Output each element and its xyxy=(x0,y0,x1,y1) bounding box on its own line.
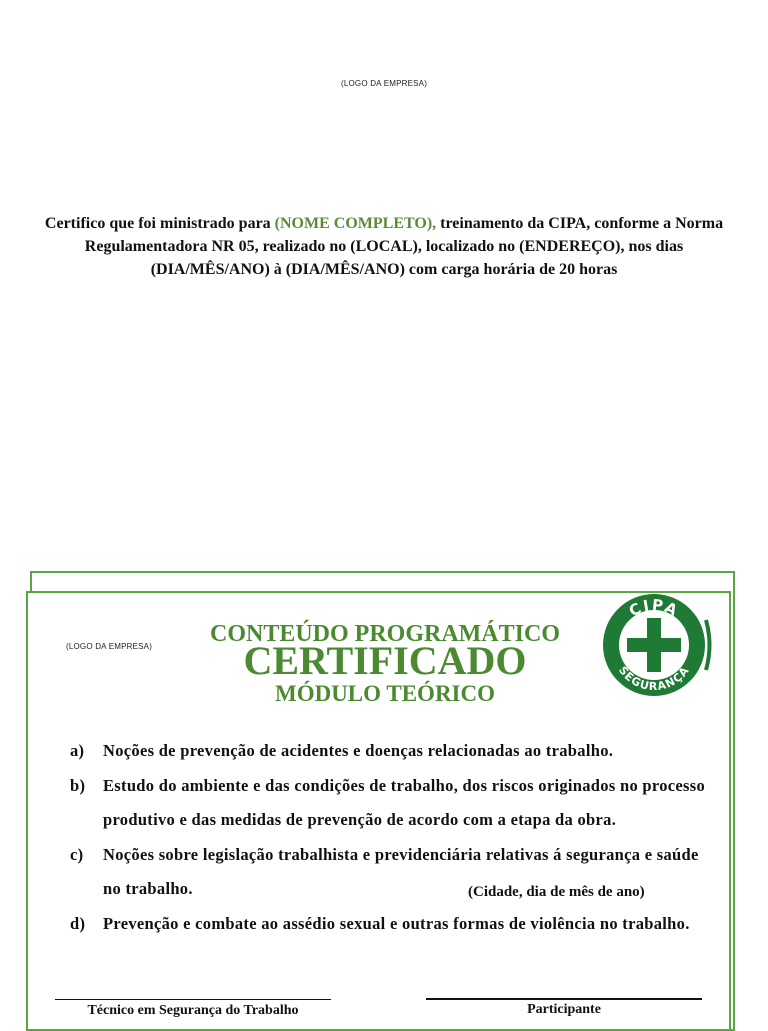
list-marker: c) xyxy=(70,844,84,864)
body-text-part2: treinamento da CIPA, conforme a Norma Regulamentadora NR 05, realizado no (LOCAL), localizado no (ENDEREÇO), nos dias (DIA/MÊS/ANO) à (DIA/MÊS/ANO) com carga horária de 20 horas xyxy=(84,215,724,278)
name-placeholder: (NOME COMPLETO), xyxy=(274,215,437,232)
list-item xyxy=(70,907,720,942)
list-item-text: Prevenção e combate ao assédio sexual e outras formas de violência no trabalho. xyxy=(103,913,690,933)
date-line: (Cidade, dia de mês de ano) xyxy=(468,884,645,900)
content-list xyxy=(70,734,720,941)
seal-bottom-text: SEGURANÇA xyxy=(616,663,693,694)
signature-line-left xyxy=(55,999,331,1000)
list-item-text: Noções sobre legislação trabalhista e previdenciária relativas á segurança e saúde no trabalho. xyxy=(103,844,699,898)
list-item xyxy=(70,734,720,769)
seal-top-text: CIPA xyxy=(626,595,682,621)
title-certificado: CERTIFICADO xyxy=(243,638,527,683)
list-marker: b) xyxy=(70,775,86,795)
title-conteudo-programatico: CONTEÚDO PROGRAMÁTICO xyxy=(209,621,560,647)
list-item xyxy=(70,769,720,838)
certificate-body-text xyxy=(40,212,728,281)
title-modulo-teorico: MÓDULO TEÓRICO xyxy=(274,681,496,706)
company-logo-placeholder-top: (LOGO DA EMPRESA) xyxy=(341,79,428,88)
signature-label-technician: Técnico em Segurança do Trabalho xyxy=(87,1003,299,1018)
company-logo-placeholder-bottom: (LOGO DA EMPRESA) xyxy=(66,642,153,651)
body-text-part1: Certifico que foi ministrado para xyxy=(44,215,275,232)
list-marker: a) xyxy=(70,741,85,760)
list-item-text: Noções de prevenção de acidentes e doenças relacionadas ao trabalho. xyxy=(103,741,614,760)
cipa-seguranca-seal-icon xyxy=(600,594,718,700)
list-item-text: Estudo do ambiente e das condições de trabalho, dos riscos originados no processo produtivo e das medidas de prevenção de acordo com a etapa da obra. xyxy=(103,775,706,829)
signature-label-participant: Participante xyxy=(527,1002,601,1017)
list-marker: d) xyxy=(70,913,86,933)
signature-line-right xyxy=(426,998,702,1000)
